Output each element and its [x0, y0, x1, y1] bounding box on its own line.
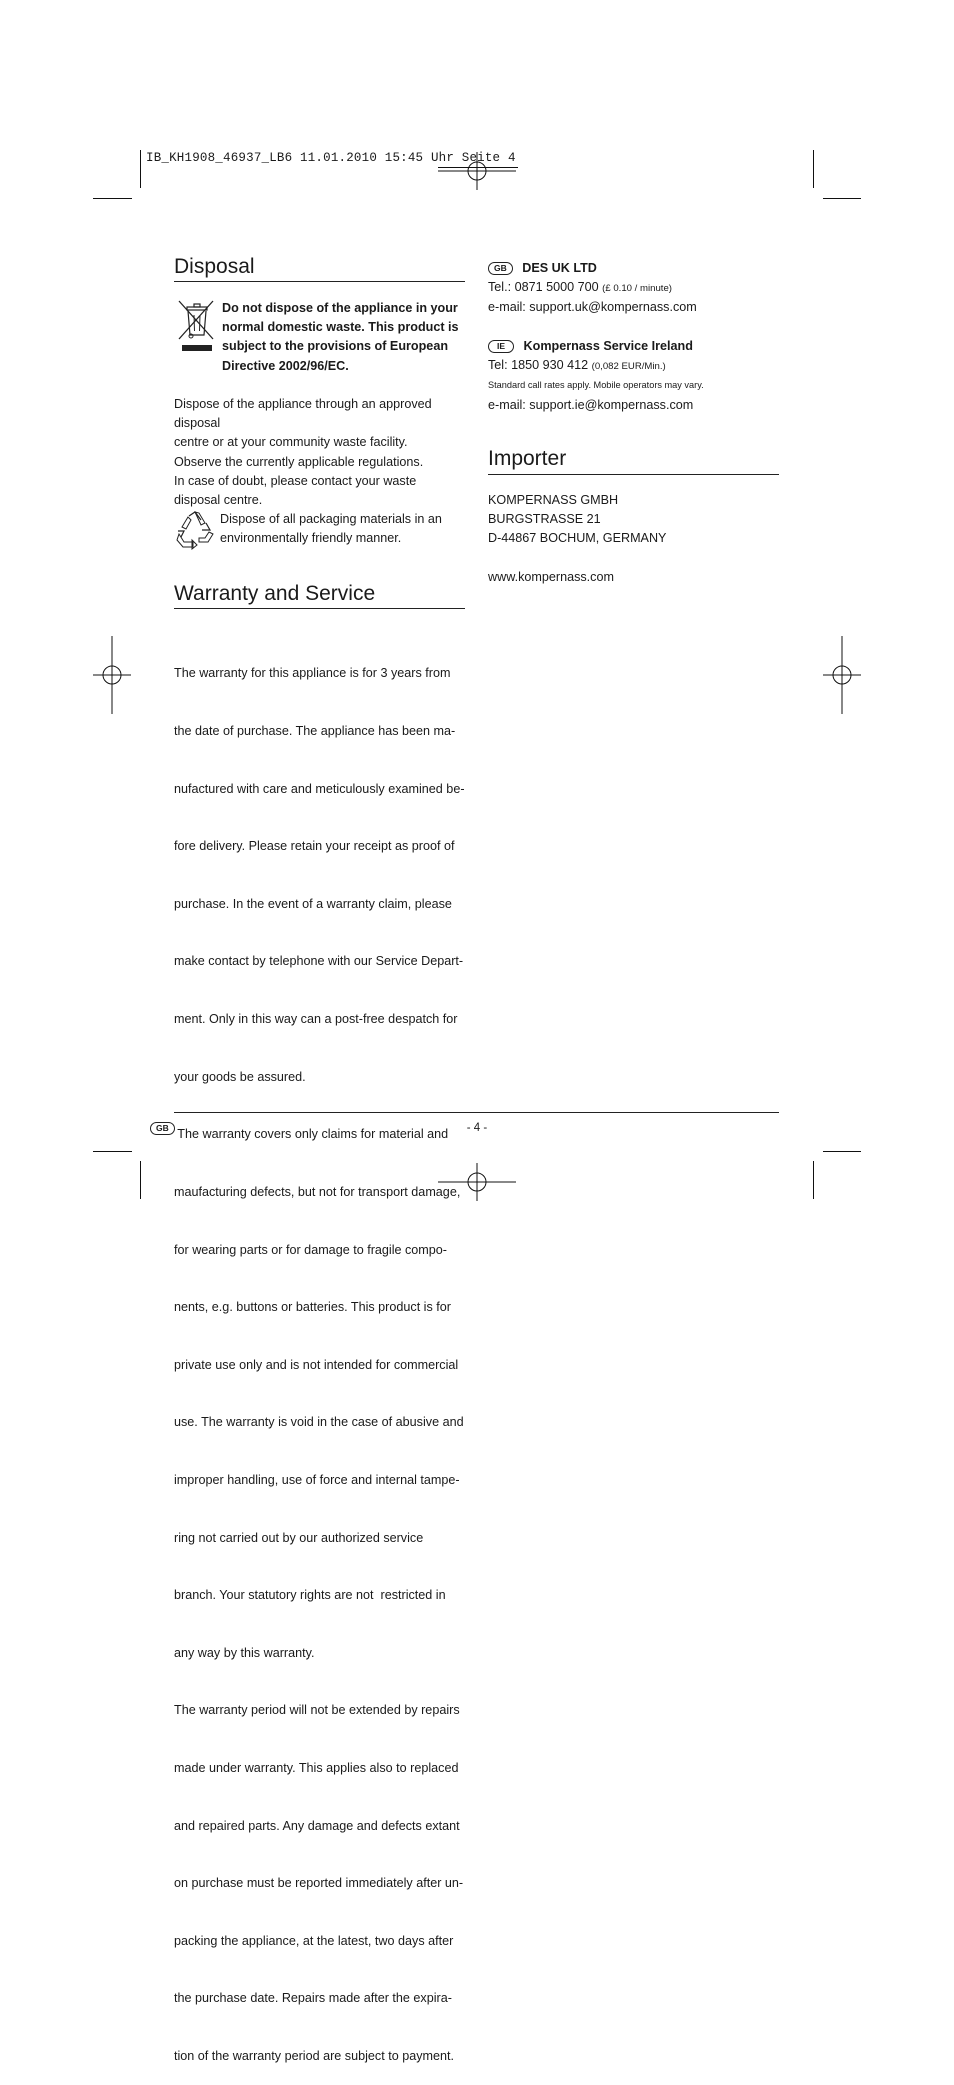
country-badge-gb: GB: [488, 262, 513, 275]
service-uk-phone: Tel.: 0871 5000 700 (£ 0.10 / minute): [488, 280, 672, 295]
registration-mark-left: [93, 636, 131, 714]
service-uk-name: GB DES UK LTD: [488, 259, 788, 278]
service-ie-email: e-mail: support.ie@kompernass.com: [488, 397, 694, 412]
page-number: - 4 -: [466, 1122, 488, 1134]
footer-rule: [174, 1112, 779, 1113]
importer-heading: Importer: [488, 447, 567, 470]
registration-mark-right: [823, 636, 861, 714]
disposal-notice: Do not dispose of the appliance in your normal domestic waste. This product is subject to the provisions of European Directive 2002/96/EC.: [222, 301, 459, 373]
slug-underline: [438, 167, 518, 168]
country-badge-ie: IE: [488, 340, 514, 353]
service-uk: [488, 259, 788, 318]
importer-address: KOMPERNASS GMBH BURGSTRASSE 21 D-44867 BOCHUM, GERMANY: [488, 493, 667, 546]
footer-country-badge: GB: [150, 1122, 175, 1135]
disposal-body: Dispose of the appliance through an approved disposal centre or at your community waste facility. Observe the currently applicable regulations. In case of doubt, please contact your waste disposal centre.: [174, 397, 432, 508]
warranty-heading-rule: [174, 608, 465, 609]
disposal-heading: Disposal: [174, 255, 255, 278]
service-ie-note: Standard call rates apply. Mobile operators may vary.: [488, 380, 704, 391]
warranty-body: The warranty for this appliance is for 3 years from the date of purchase. The appliance has been ma- nufactured with care and meticulously examined be- fore delivery. Please retain your receipt as proof of purchase. In the event of a warranty claim, please make contact by telephone with our Service Depart- ment. Only in this way can a post-free despatch for your goods be assured. The warranty covers only claims for material and maufacturing defects, but not for transport damage, for wearing parts or for damage to fragile compo- nents, e.g. buttons or batteries. This product is for private use only and is not intended for commercial use. The warranty is void in the case of abusive and improper handling, use of force and internal tampe- ring not carried out by our authorized service branch. Your statutory rights are not restricted in any way by this warranty. The warranty period will not be extended by repairs made under warranty. This applies also to replaced and repaired parts. Any damage and defects extant on purchase must be reported immediately after un- packing the appliance, at the latest, two days after the purchase date. Repairs made after the expira- tion of the warranty period are subject to payment.: [174, 666, 465, 2064]
service-ie-name: IE Kompernass Service Ireland: [488, 337, 788, 356]
crossed-bin-icon: [176, 299, 216, 357]
packaging-note: Dispose of all packaging materials in an environmentally friendly manner.: [220, 512, 442, 546]
warranty-heading: Warranty and Service: [174, 582, 376, 605]
service-ie-phone: Tel: 1850 930 412 (0,082 EUR/Min.): [488, 358, 666, 373]
service-ie: [488, 337, 788, 415]
importer-website: www.kompernass.com: [488, 570, 614, 584]
recycling-icon: [175, 510, 215, 550]
importer-heading-rule: [488, 474, 779, 475]
service-uk-email: e-mail: support.uk@kompernass.com: [488, 300, 697, 315]
print-slug: IB_KH1908_46937_LB6 11.01.2010 15:45 Uhr Seite 4: [146, 151, 516, 165]
disposal-heading-rule: [174, 281, 465, 282]
